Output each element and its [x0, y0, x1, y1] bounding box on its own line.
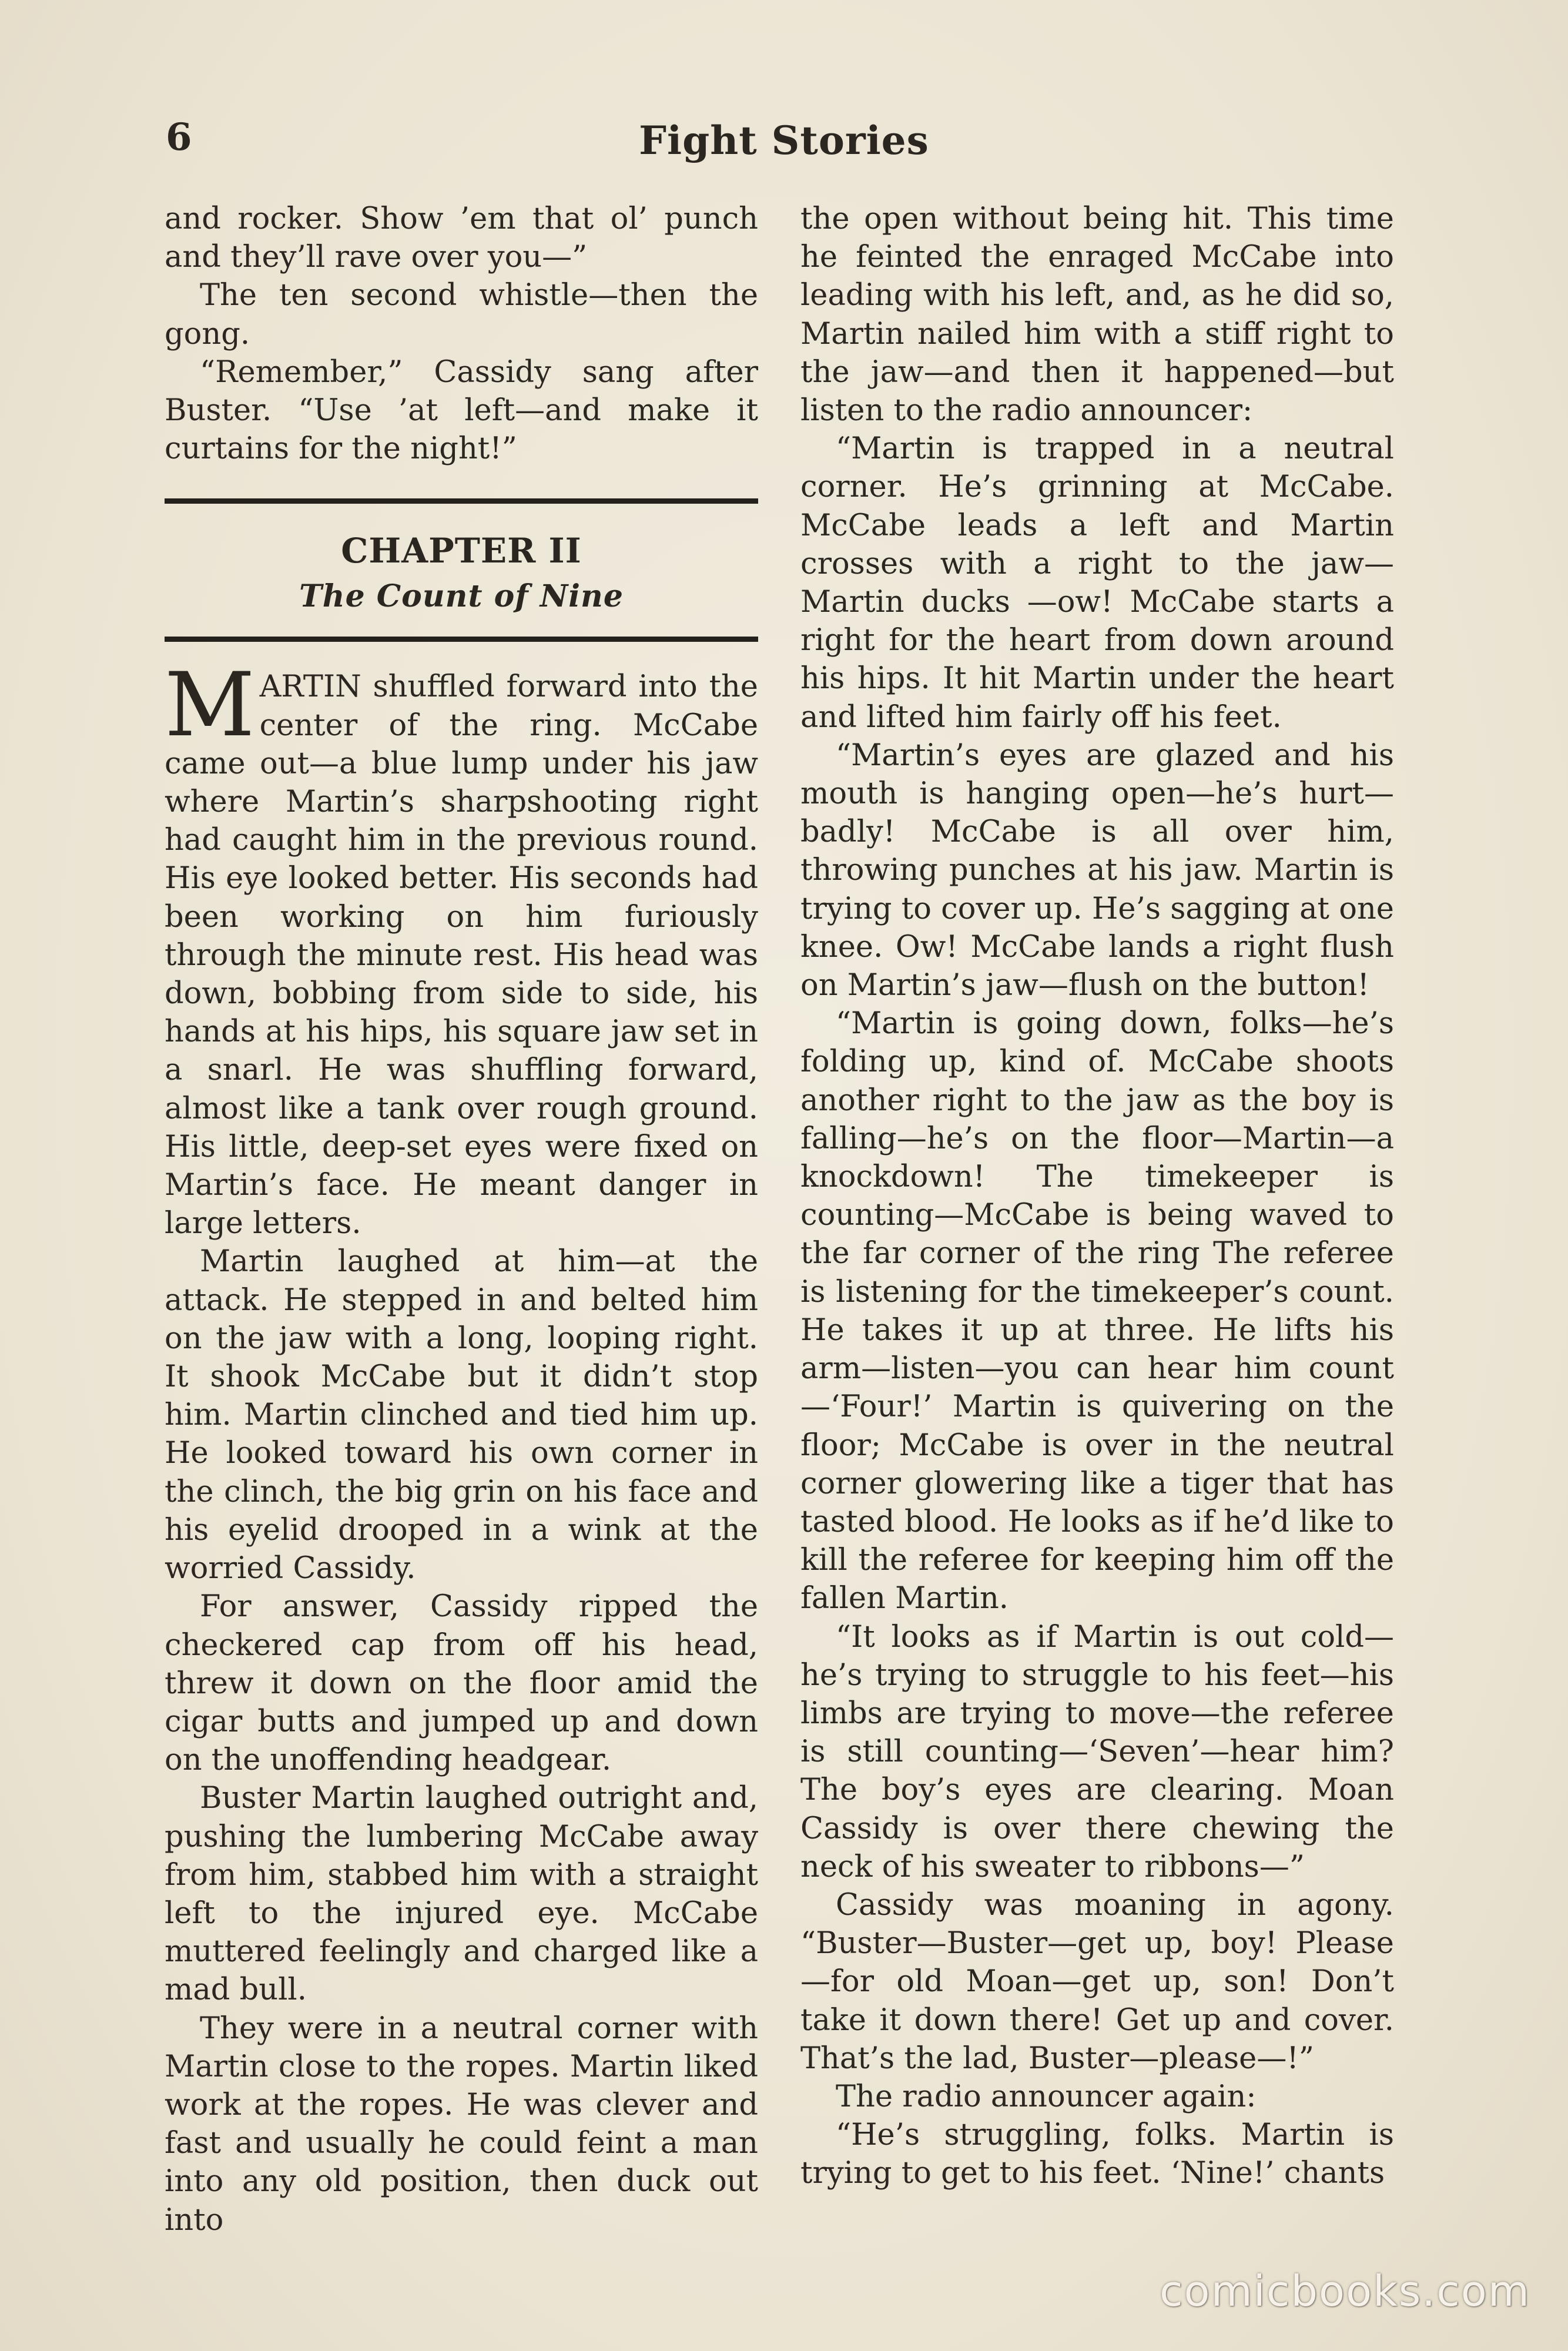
- paragraph: They were in a neutral corner with Martin close to the ropes. Martin liked work at the ropes. He was clever and fast and usually he could feint a man into any old position, then duck out into: [165, 2011, 758, 2238]
- paragraph: ARTIN shuffled forward into the center of the ring. McCabe came out—a blue lump under his jaw where Martin’s sharpshooting right had caught him in the previous round. His eye looked better. His seconds had been working on him furiously through the minute rest. His head was down, bobbing from side to side, his hands at his hips, his square jaw set in a snarl. He was shuffling forward, almost like a tank over rough ground. His little, deep-set eyes were fixed on Martin’s face. He meant danger in large letters.: [165, 669, 758, 1241]
- paragraph: “Remember,” Cassidy sang after Buster. “Use ’at left—and make it curtains for the night!”: [165, 354, 758, 467]
- paragraph: “It looks as if Martin is out cold—he’s trying to struggle to his feet—his limbs are trying to move—the referee is still counting—‘Seven’—hear him? The boy’s eyes are clearing. Moan Cassidy is over there chewing the neck of his sweater to ribbons—”: [800, 1619, 1394, 1884]
- drop-cap: M: [165, 654, 255, 757]
- paragraph: “Martin’s eyes are glazed and his mouth is hanging open—he’s hurt—badly! McCabe is all over him, throwing punches at his jaw. Martin is trying to cover up. He’s sagging at one knee. Ow! McCabe lands a right flush on Martin’s jaw—flush on the button!: [800, 738, 1394, 1003]
- running-title: Fight Stories: [639, 118, 929, 163]
- chapter-heading: CHAPTER II: [341, 531, 582, 571]
- left-column: [165, 200, 758, 2239]
- site-watermark: comicbooks.com: [1159, 2266, 1530, 2316]
- paragraph: “He’s struggling, folks. Martin is trying to get to his feet. ‘Nine!’ chants: [800, 2118, 1394, 2191]
- right-column: [800, 200, 1394, 2193]
- paragraph: The ten second whistle—then the gong.: [165, 278, 758, 351]
- paragraph: For answer, Cassidy ripped the checkered cap from off his head, threw it down on the floor amid the cigar butts and jumped up and down on the unoffending headgear.: [165, 1589, 758, 1778]
- paragraph: “Martin is trapped in a neutral corner. He’s grinning at McCabe. McCabe leads a left and Martin crosses with a right to the jaw—Martin ducks —ow! McCabe starts a right for the heart from down around his hips. It hit Martin under the heart and lifted him fairly off his feet.: [800, 431, 1394, 735]
- divider-rule: [165, 498, 758, 504]
- paragraph: “Martin is going down, folks—he’s folding up, kind of. McCabe shoots another right to the jaw as the boy is falling—he’s on the floor—Martin—a knockdown! The timekeeper is counting—McCabe is being waved to the far corner of the ring The referee is listening for the timekeeper’s count. He takes it up at three. He lifts his arm—listen—you can hear him count—‘Four!’ Martin is quivering on the floor; McCabe is over in the neutral corner glowering like a tiger that has tasted blood. He looks as if he’d like to kill the referee for keeping him off the fallen Martin.: [800, 1006, 1394, 1616]
- paragraph: the open without being hit. This time he feinted the enraged McCabe into leading with his left, and, as he did so, Martin nailed him with a stiff right to the jaw—and then it happened—but listen to the radio announcer:: [800, 202, 1394, 428]
- paragraph: Martin laughed at him—at the attack. He stepped in and belted him on the jaw with a long, looping right. It shook McCabe but it didn’t stop him. Martin clinched and tied him up. He looked toward his own corner in the clinch, the big grin on his face and his eyelid drooped in a wink at the worried Cassidy.: [165, 1244, 758, 1586]
- paragraph: Cassidy was moaning in agony. “Buster—Buster—get up, boy! Please —for old Moan—get up, son! Don’t take it down there! Get up and cover. That’s the lad, Buster—please—!”: [800, 1887, 1394, 2076]
- divider-rule: [165, 637, 758, 642]
- paragraph: The radio announcer again:: [836, 2079, 1257, 2114]
- page-number: 6: [166, 115, 192, 159]
- chapter-opening-paragraph: [165, 654, 758, 1243]
- paragraph: Buster Martin laughed outright and, pushing the lumbering McCabe away from him, stabbed him with a straight left to the injured eye. McCabe muttered feelingly and charged like a mad bull.: [165, 1781, 758, 2008]
- chapter-subtitle: The Count of Nine: [299, 578, 624, 615]
- paragraph: and rocker. Show ’em that ol’ punch and they’ll rave over you—”: [165, 202, 758, 275]
